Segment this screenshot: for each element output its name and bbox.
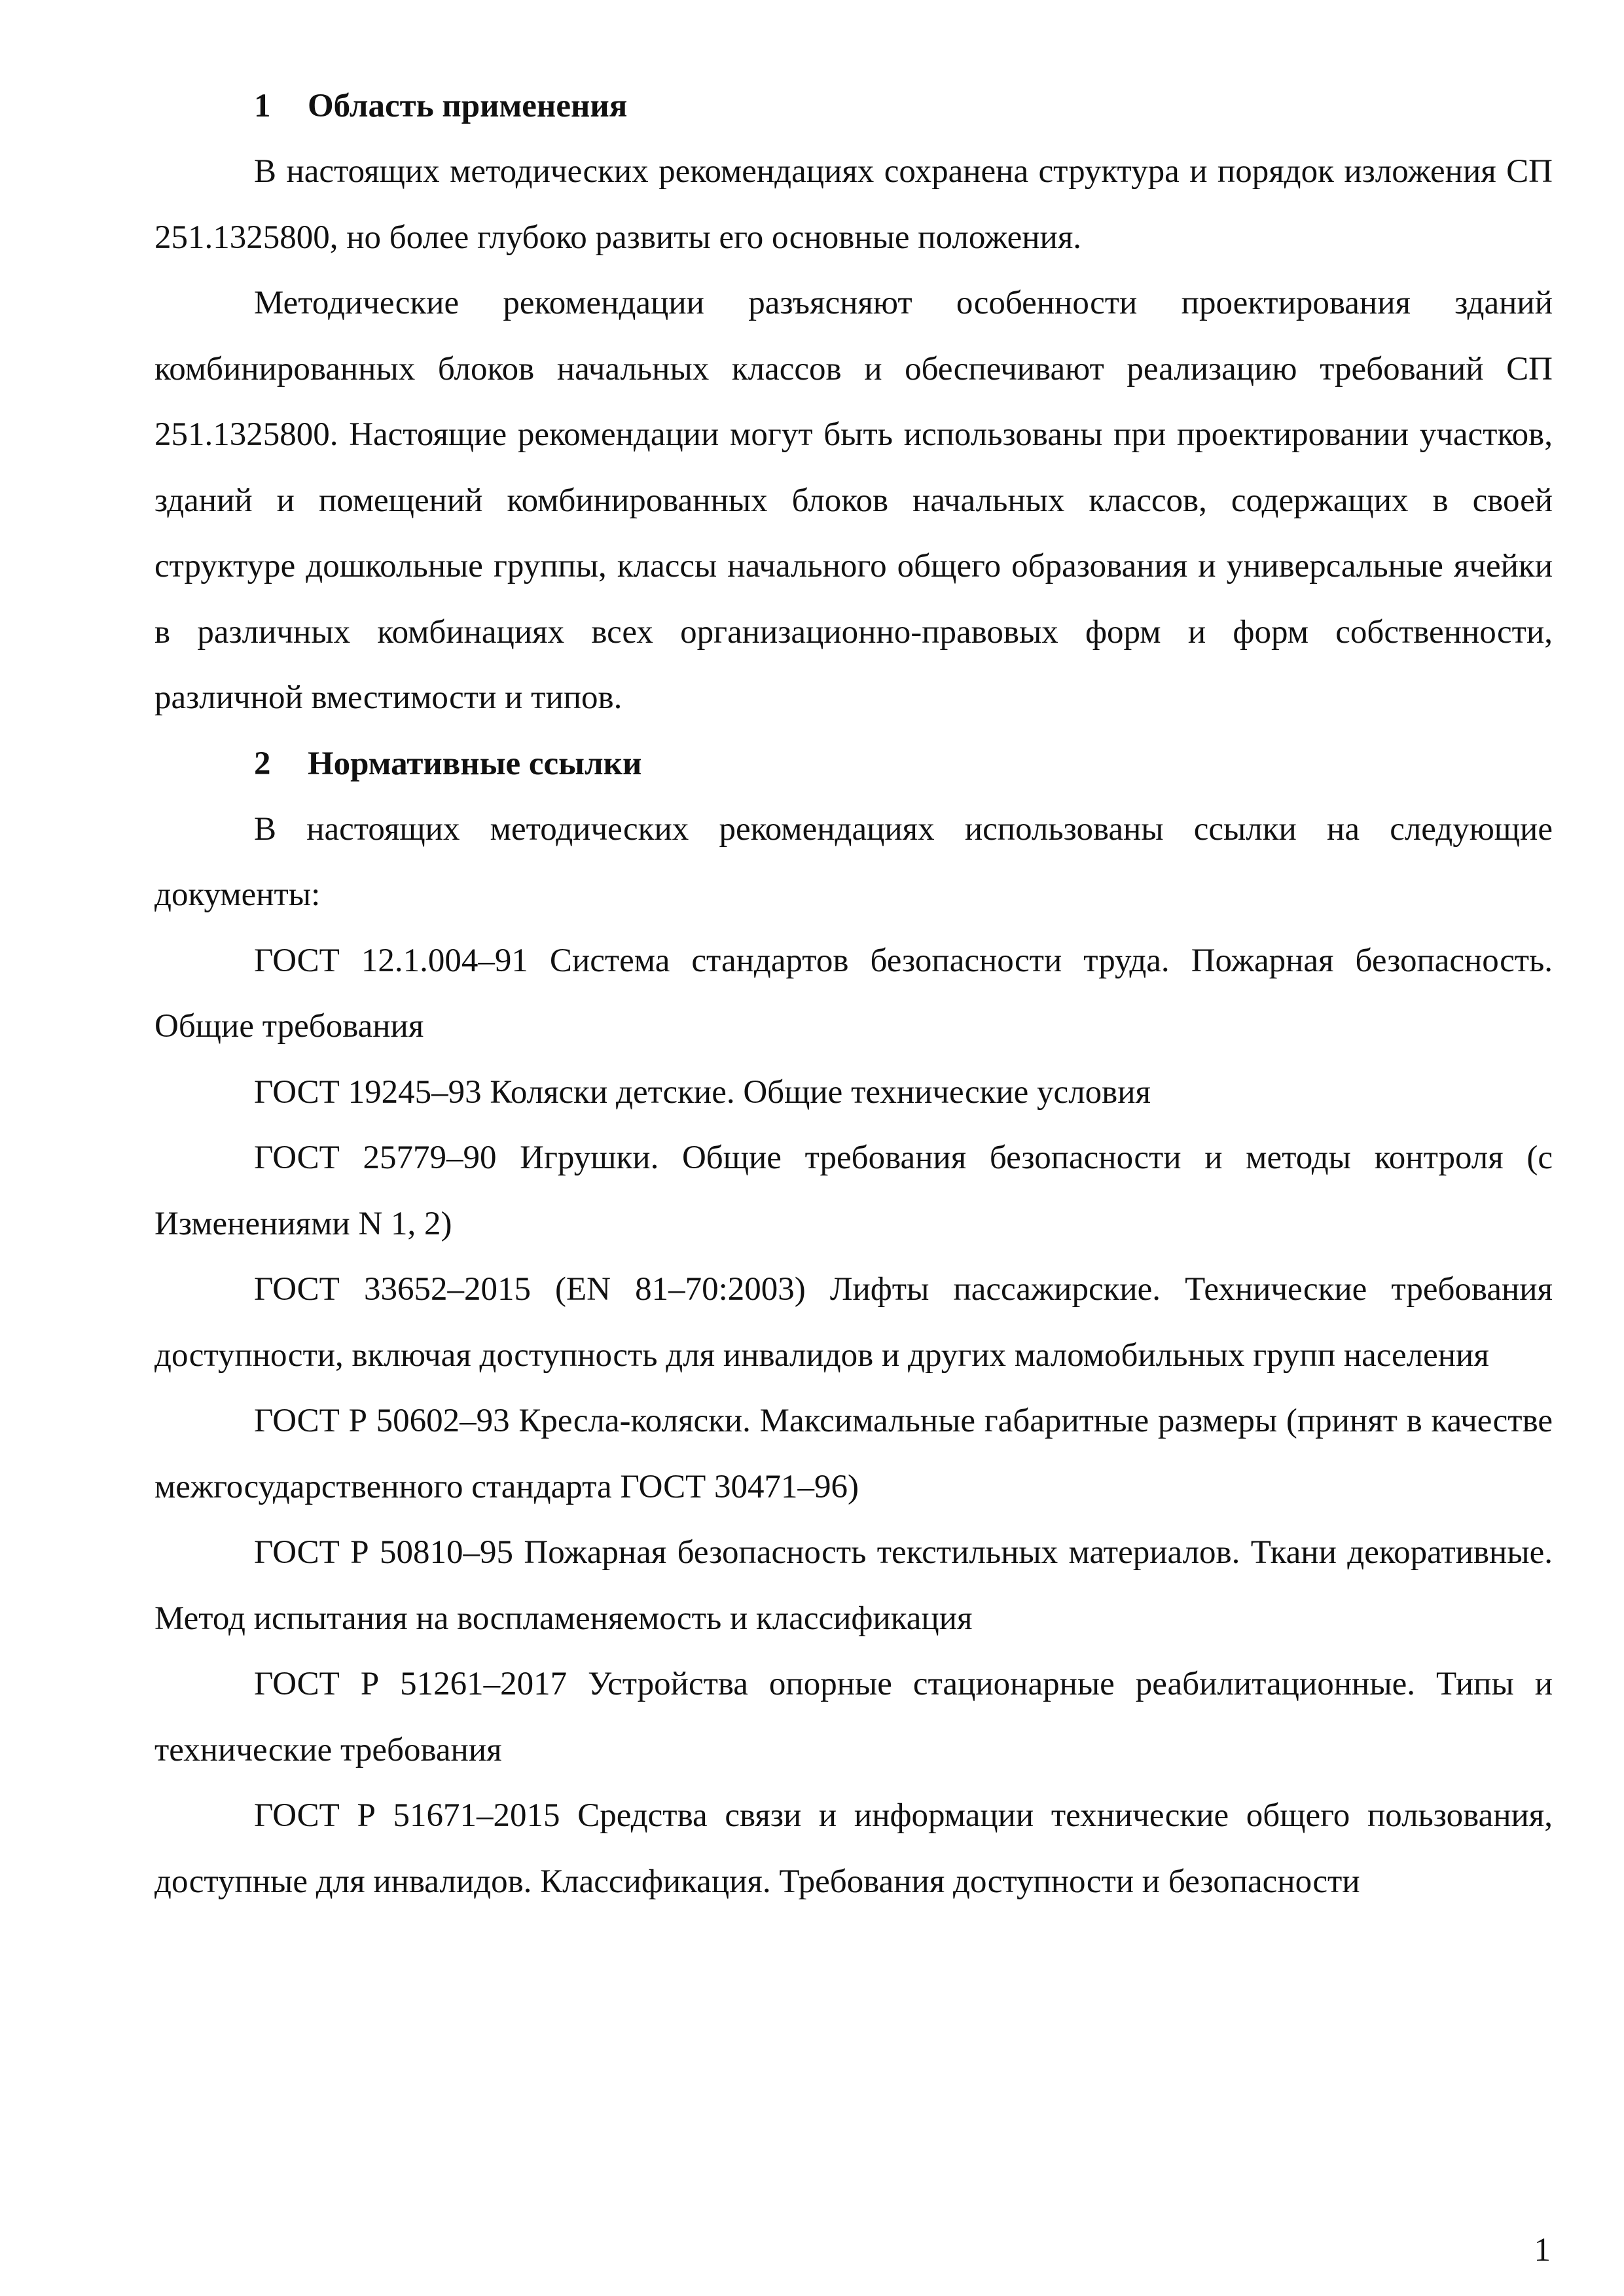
section-2-intro: В настоящих методических рекомендациях использованы ссылки на следующие документы: — [154, 810, 1553, 913]
section-1-heading — [154, 73, 1553, 139]
section-1-title: Область применения — [308, 88, 628, 124]
reference-item: ГОСТ 19245–93 Коляски детские. Общие технические условия — [254, 1073, 1151, 1111]
reference-item: ГОСТ 33652–2015 (EN 81–70:2003) Лифты пассажирские. Технические требования доступности, включая доступность для инвалидов и других маломобильных групп населения — [154, 1271, 1553, 1374]
section-1-paragraph-1: В настоящих методических рекомендациях сохранена структура и порядок изложения СП 251.1325800, но более глубоко развиты его основные положения. — [154, 153, 1553, 256]
section-2-heading — [154, 731, 1553, 797]
reference-item: ГОСТ 25779–90 Игрушки. Общие требования безопасности и методы контроля (с Изменениями N 1, 2) — [154, 1139, 1553, 1242]
reference-item: ГОСТ Р 51671–2015 Средства связи и информации технические общего пользования, доступные для инвалидов. Классификация. Требования доступности и безопасности — [154, 1797, 1553, 1900]
section-2-number: 2 — [254, 745, 271, 782]
section-2-title: Нормативные ссылки — [308, 745, 642, 782]
reference-item: ГОСТ Р 51261–2017 Устройства опорные стационарные реабилитационные. Типы и технические требования — [154, 1666, 1553, 1768]
reference-item: ГОСТ Р 50602–93 Кресла-коляски. Максимальные габаритные размеры (принят в качестве межгосударственного стандарта ГОСТ 30471–96) — [154, 1403, 1553, 1505]
reference-item: ГОСТ 12.1.004–91 Система стандартов безопасности труда. Пожарная безопасность. Общие требования — [154, 942, 1553, 1045]
reference-item: ГОСТ Р 50810–95 Пожарная безопасность текстильных материалов. Ткани декоративные. Метод испытания на воспламеняемость и классификация — [154, 1534, 1553, 1637]
page-content — [154, 73, 1553, 1914]
section-1-number: 1 — [254, 88, 271, 124]
section-1-paragraph-2: Методические рекомендации разъясняют особенности проектирования зданий комбинированных блоков начальных классов и обеспечивают реализацию требований СП 251.1325800. Настоящие рекомендации могут быть использованы при проектировании участков, зданий и помещений комбинированных блоков начальных классов, содержащих в своей структуре дошкольные группы, классы начального общего образования и универсальные ячейки в различных комбинациях всех организационно-правовых форм и форм собственности, различной вместимости и типов. — [154, 285, 1553, 716]
page-number: 1 — [1534, 2232, 1551, 2269]
